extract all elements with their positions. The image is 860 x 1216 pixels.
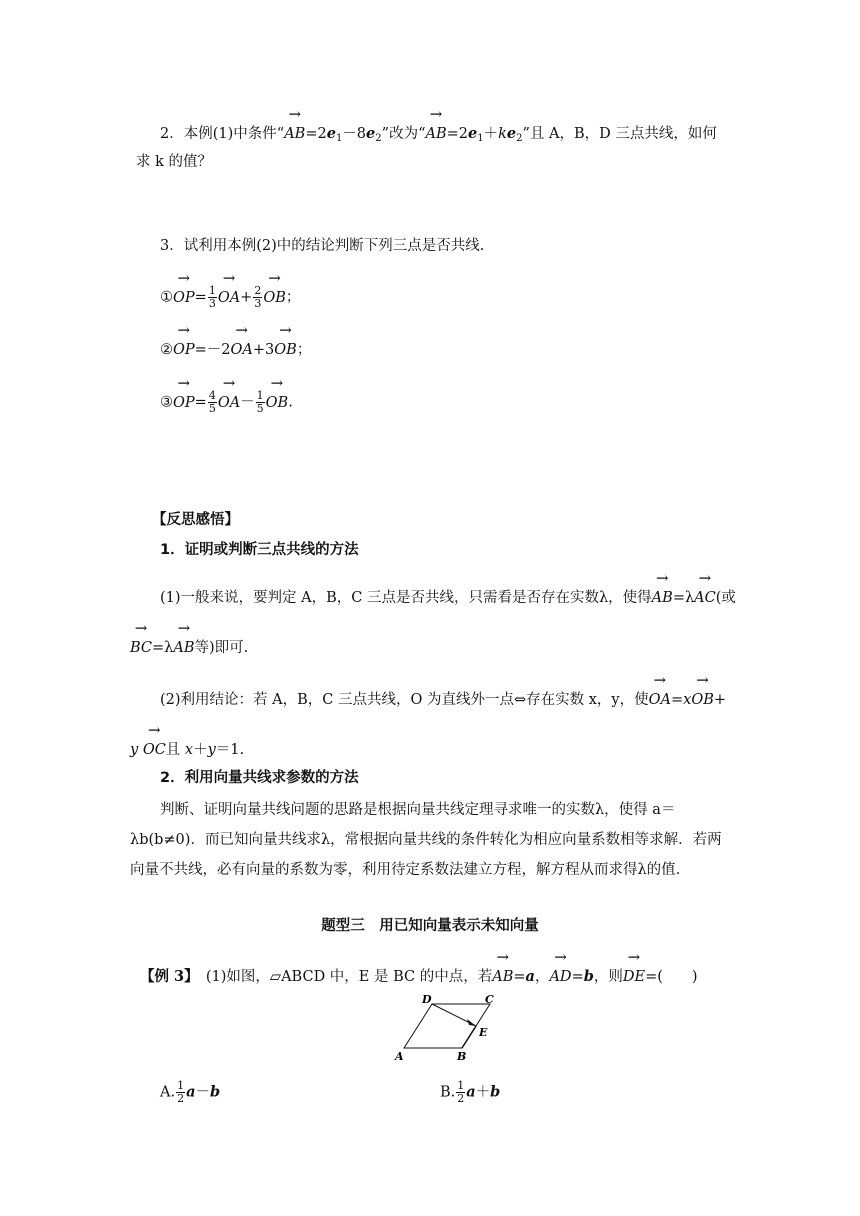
reflection-p1-line2: → BC=λ→ AB等)即可. — [130, 638, 248, 658]
figure-label-a: A — [395, 1050, 404, 1063]
figure-label-c: C — [485, 994, 494, 1006]
figure-label-b: B — [457, 1050, 467, 1063]
reflection-p1-line1: (1)一般来说，要判定 A，B，C 三点是否共线，只需看是否存在实数λ，使得→ AB=λ→ AC(或 — [160, 588, 736, 608]
reflection-heading-2: 2．利用向量共线求参数的方法 — [160, 770, 359, 786]
reflection-p3-line3: 向量不共线，必有向量的系数为零，利用待定系数法建立方程，解方程从而求得λ的值. — [130, 862, 681, 878]
section-title: 题型三 用已知向量表示未知向量 — [321, 918, 539, 934]
option-b: B. $\frac{1}{2}$ a＋b — [440, 1079, 501, 1105]
reflection-p3-line1: 判断、证明向量共线问题的思路是根据向量共线定理寻求唯一的实数λ，使得 a＝ — [160, 802, 676, 818]
q3-item1: ①→ OP= $\frac{1}{3}$ → OA+ $\frac{2}{3}$ → OB； — [160, 285, 300, 310]
reflection-title: 【反思感悟】 — [152, 512, 239, 528]
reflection-p3-line2: λb(b≠0)．而已知向量共线求λ，常根据向量共线的条件转化为相应向量系数相等求解．若两 — [130, 832, 722, 848]
q2-line1: 2．本例(1)中条件“→ $AB=2e_1-8e_2$”改为“→ $AB=2e_1+ke_2$”且 A，B，D 三点共线，如何 — [160, 124, 717, 149]
reflection-p2-line2: y → OC且 x＋y＝1. — [130, 740, 244, 760]
option-a: A. $\frac{1}{2}$ a－b — [160, 1079, 221, 1105]
q2-line2: 求 k 的值？ — [136, 154, 213, 170]
example3-text: 【例 3】 (1)如图，▱ABCD 中，E 是 BC 的中点，若→ AB=a，→ AD=b，则→ DE=( ) — [140, 967, 698, 987]
parallelogram-figure — [392, 994, 512, 1064]
q3-item2: ②→ OP=－2→ OA+3→ OB； — [160, 340, 311, 360]
reflection-p2-line1: (2)利用结论：若 A，B，C 三点共线，O 为直线外一点⇔存在实数 x，y，使→ OA=x→ OB+ — [160, 690, 726, 710]
figure-label-e: E — [479, 1026, 488, 1039]
q3-intro: 3．试利用本例(2)中的结论判断下列三点是否共线. — [160, 238, 485, 254]
reflection-heading-1: 1．证明或判断三点共线的方法 — [160, 542, 359, 558]
figure-label-d: D — [422, 994, 432, 1006]
q3-item3: ③→ OP= $\frac{4}{5}$ → OA－ $\frac{1}{5}$ → OB. — [160, 390, 293, 415]
